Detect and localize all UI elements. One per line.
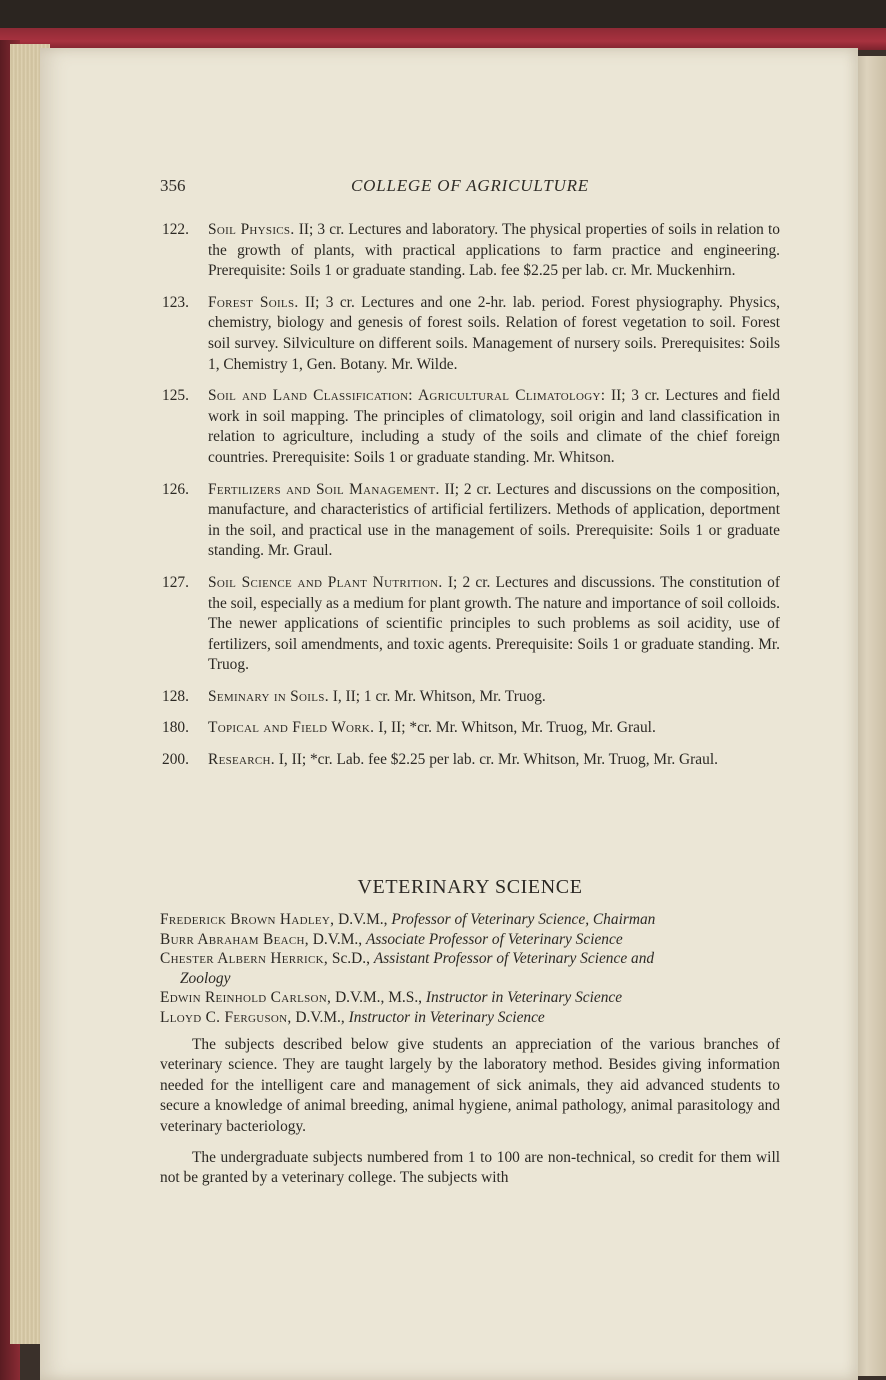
faculty-degree: D.V.M., M.S., <box>335 989 423 1007</box>
course-description: I, II; *cr. Lab. fee $2.25 per lab. cr. Mr. Whitson, Mr. Truog, Mr. Graul. <box>278 751 718 769</box>
red-binding-edge <box>0 28 886 50</box>
course-entry <box>160 718 780 739</box>
course-entry <box>160 220 780 282</box>
faculty-title: Instructor in Veterinary Science <box>425 989 623 1007</box>
faculty-title: Professor of Veterinary Science, Chairman <box>391 911 656 928</box>
course-name: Fertilizers and Soil Management. <box>208 480 440 498</box>
faculty-member <box>160 930 780 950</box>
faculty-name: Chester Albern Herrick, <box>160 950 329 968</box>
course-description: I, II; *cr. Mr. Whitson, Mr. Truog, Mr. Graul. <box>378 719 656 737</box>
running-head <box>160 176 780 200</box>
course-entry <box>160 480 780 562</box>
faculty-degree: Sc.D., <box>331 950 370 968</box>
faculty-degree: D.V.M., <box>295 1008 345 1026</box>
course-number: 122. <box>162 221 189 238</box>
running-title: COLLEGE OF AGRICULTURE <box>351 176 589 195</box>
course-number: 200. <box>162 751 189 769</box>
faculty-degree: D.V.M., <box>338 911 388 928</box>
faculty-title: Assistant Professor of Veterinary Science and <box>373 950 655 968</box>
course-name: Soil Physics. <box>208 221 295 238</box>
faculty-name: Lloyd C. Ferguson, <box>160 1008 292 1026</box>
faculty-name: Edwin Reinhold Carlson, <box>160 989 332 1007</box>
course-name: Soil and Land Classification: Agricultural Climatology: <box>208 387 606 405</box>
faculty-degree: D.V.M., <box>312 930 363 948</box>
course-name: Research. <box>208 751 275 769</box>
course-number: 126. <box>162 480 189 498</box>
course-description: II; 3 cr. Lectures and one 2-hr. lab. period. Forest physiography. Physics, chemistry, biology and genesis of forest soils. Relation of forest vegetation to soil. Forest soil survey. Silviculture on different soils. Management of nursery soils. Prerequisites: Soils 1, Chemistry 1, Gen. Botany. Mr. Wilde. <box>208 293 780 373</box>
page-number: 356 <box>160 176 186 195</box>
faculty-name: Frederick Brown Hadley, <box>160 911 335 928</box>
course-entry <box>160 750 780 771</box>
course-name: Seminary in Soils. <box>208 687 329 705</box>
faculty-member <box>160 949 780 988</box>
course-list <box>160 220 780 782</box>
body-text <box>160 1035 780 1200</box>
faculty-member <box>160 1008 780 1028</box>
body-paragraph: The undergraduate subjects numbered from 1 to 100 are non-technical, so credit for them will not be granted by a veterinary college. The subjects with <box>160 1149 780 1187</box>
course-name: Forest Soils. <box>208 293 299 311</box>
course-description: II; 2 cr. Lectures and discussions on the composition, manufacture, and characteristics of artificial fertilizers. Methods of application, deportment in the soil, and practical use in the management of soils. Prerequisite: Soils 1 or graduate standing. Mr. Graul. <box>208 480 780 560</box>
course-description: II; 3 cr. Lectures and laboratory. The physical properties of soils in relation to the growth of plants, with practical applications to farm practice and engineering. Prerequisite: Soils 1 or graduate standing. Lab. fee $2.25 per lab. cr. Mr. Muckenhirn. <box>208 221 780 280</box>
course-number: 123. <box>162 293 189 311</box>
body-paragraph: The subjects described below give students an appreciation of the various branches of veterinary science. They are taught largely by the laboratory method. Besides giving information needed for the intelligent care and management of sick animals, they aid advanced students to secure a knowledge of animal breeding, animal hygiene, animal pathology, animal parasitology and veterinary bacteriology. <box>160 1036 780 1135</box>
section-heading: VETERINARY SCIENCE <box>357 876 583 898</box>
faculty-title: Instructor in Veterinary Science <box>348 1008 545 1026</box>
course-number: 180. <box>162 719 189 737</box>
course-name: Soil Science and Plant Nutrition. <box>208 573 443 591</box>
faculty-member <box>160 988 780 1008</box>
course-number: 127. <box>162 573 189 591</box>
course-description: II; 3 cr. Lectures and field work in soil mapping. The principles of climatology, soil origin and land classification in relation to agriculture, including a study of the soils and climate of the chief foreign countries. Prerequisite: Soils 1 or graduate standing. Mr. Whitson. <box>208 387 780 466</box>
course-description: I; 2 cr. Lectures and discussions. The constitution of the soil, especially as a medium for plant growth. The nature and importance of soil colloids. The newer applications of scientific principles to such problems as soil acidity, use of fertilizers, soil amendments, and toxic agents. Prerequisite: Soils 1 or graduate standing. Mr. Truog. <box>208 573 780 674</box>
faculty-name: Burr Abraham Beach, <box>160 930 309 948</box>
faculty-title: Associate Professor of Veterinary Science <box>365 930 623 948</box>
course-number: 128. <box>162 687 189 705</box>
faculty-member <box>160 910 780 930</box>
faculty-title-continued: Zoology <box>180 969 231 987</box>
faculty-list <box>160 910 780 1028</box>
course-entry <box>160 293 780 375</box>
course-entry <box>160 687 780 708</box>
course-entry <box>160 573 780 676</box>
course-name: Topical and Field Work. <box>208 719 375 737</box>
course-entry <box>160 386 780 468</box>
course-description: I, II; 1 cr. Mr. Whitson, Mr. Truog. <box>332 687 546 705</box>
course-number: 125. <box>162 387 189 405</box>
